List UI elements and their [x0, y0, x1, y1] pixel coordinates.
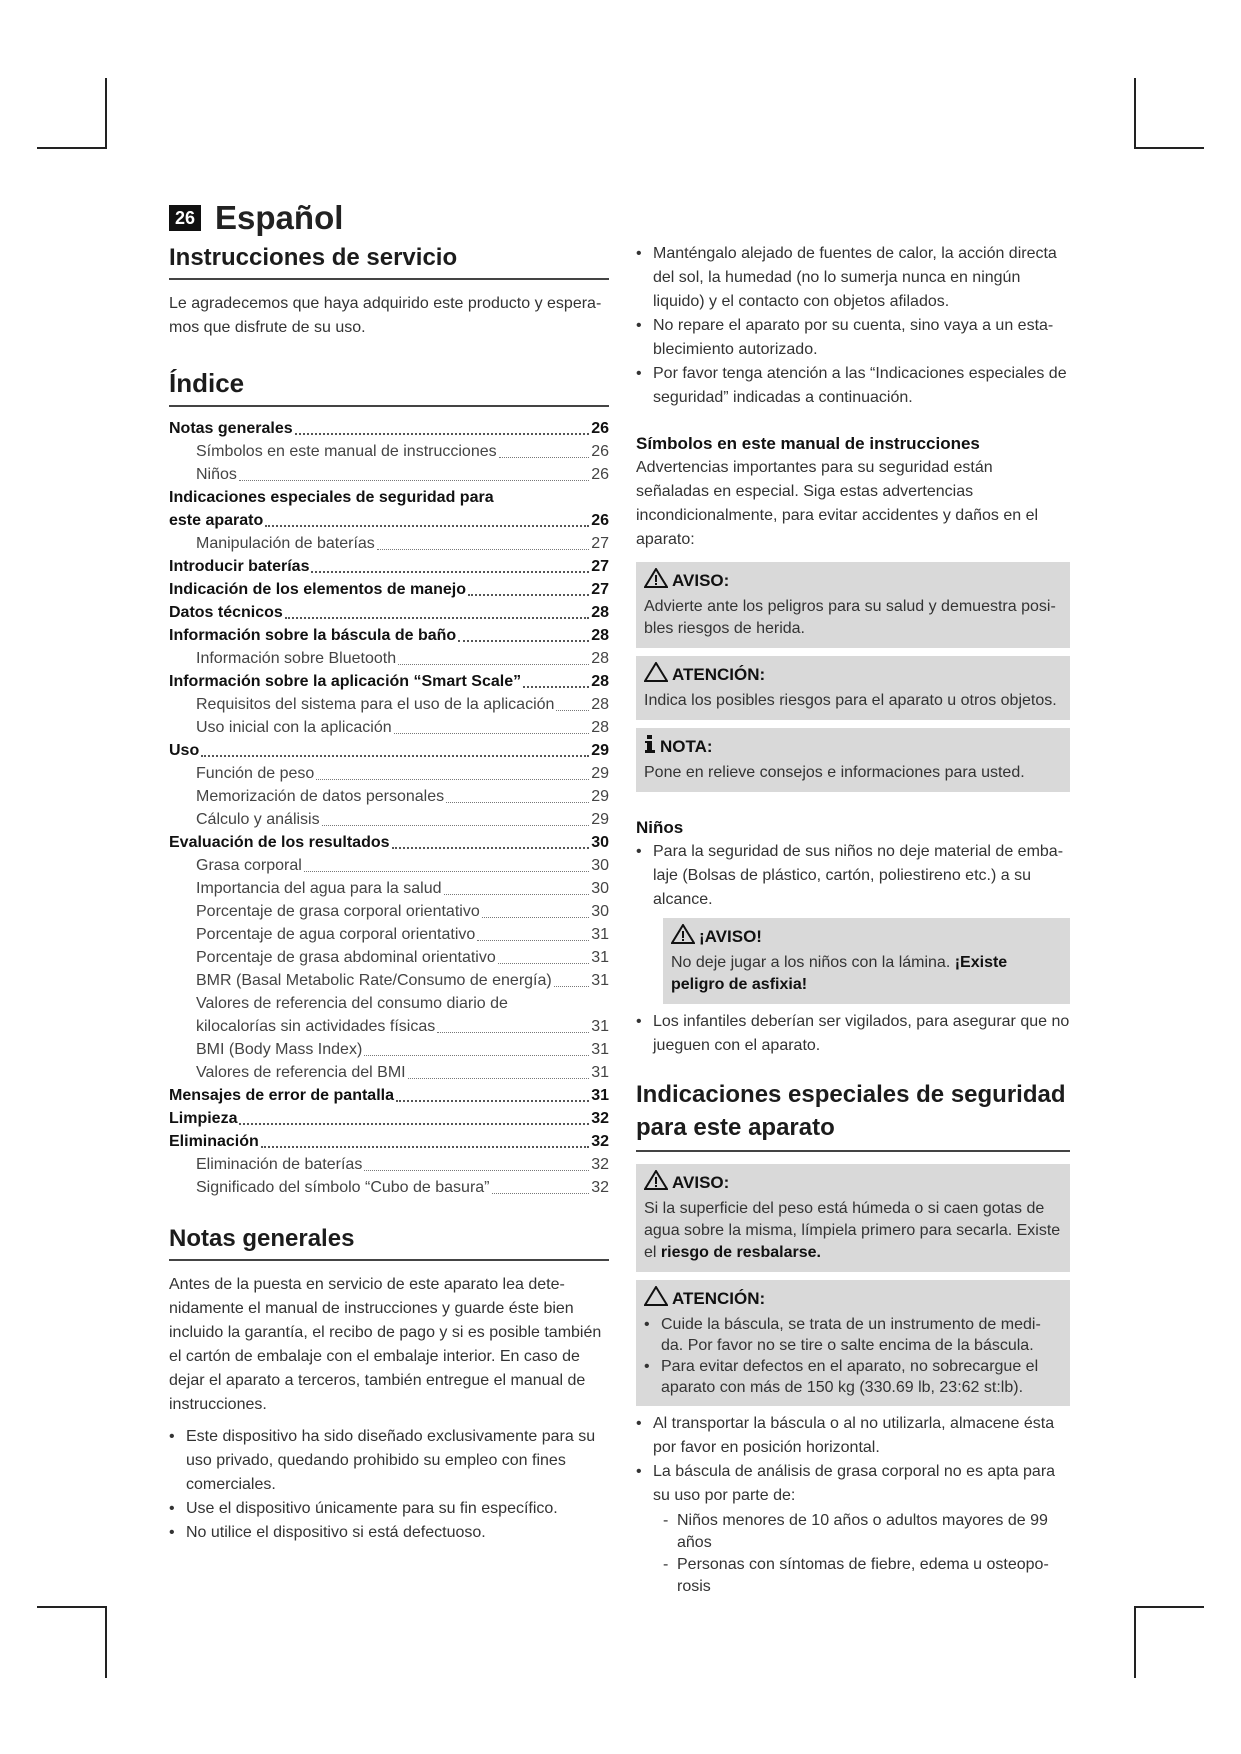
toc-page-number: 28: [591, 650, 609, 667]
toc-leader: [311, 571, 589, 573]
atencion-title: ATENCIÓN:: [672, 665, 766, 684]
toc-leader: [499, 457, 590, 458]
warning-icon: [671, 924, 695, 950]
toc-entry[interactable]: Información sobre Bluetooth 28: [169, 647, 609, 670]
toc-entry[interactable]: Indicación de los elementos de manejo 27: [169, 578, 609, 601]
toc-page-number: 32: [591, 1110, 609, 1127]
toc-entry[interactable]: Indicaciones especiales de seguridad para: [169, 489, 494, 506]
toc-leader: [377, 549, 589, 550]
toc-page-number: 28: [591, 627, 609, 644]
crop-mark: [1134, 147, 1204, 149]
ninos-bullets-2: [636, 1010, 1070, 1058]
crop-mark: [37, 147, 107, 149]
left-column: [169, 244, 609, 1545]
toc-page-number: 31: [591, 949, 609, 966]
toc-page-number: 29: [591, 788, 609, 805]
symbols-heading: Símbolos en este manual de instrucciones: [636, 434, 980, 453]
list-item: • Manténgalo alejado de fuentes de calor, la acción directa del sol, la humedad (no lo sumerja nunca en ningún liquido) y el contacto con objetos afilados.: [636, 245, 1057, 310]
language-title: Español: [215, 199, 344, 236]
toc-leader: [492, 1193, 590, 1194]
toc-page-number: 31: [591, 1018, 609, 1035]
toc-leader: [304, 871, 589, 872]
toc-page-number: 30: [591, 880, 609, 897]
toc-entry[interactable]: Notas generales 26: [169, 417, 609, 440]
toc-leader: [482, 917, 589, 918]
safety-atencion-box: [636, 1280, 1070, 1406]
toc-leader: [265, 525, 589, 527]
ninos-bullets: [636, 840, 1070, 912]
list-item: • Para evitar defectos en el aparato, no sobrecargue el aparato con más de 150 kg (330.69 lb, 23:62 st:lb).: [644, 1358, 1039, 1396]
list-item: • La báscula de análisis de grasa corporal no es apta para su uso por parte de:: [636, 1463, 1056, 1504]
toc-page-number: 28: [591, 696, 609, 713]
toc-entry[interactable]: Significado del símbolo “Cubo de basura” 32: [169, 1176, 609, 1199]
toc-page-number: 31: [591, 926, 609, 943]
list-item: - Personas con síntomas de fiebre, edema u osteopo-rosis: [663, 1556, 1049, 1595]
list-item: • Al transportar la báscula o al no utilizarla, almacene ésta por favor en posición horizontal.: [636, 1415, 1055, 1456]
toc-entry[interactable]: Datos técnicos 28: [169, 601, 609, 624]
list-item: • Use el dispositivo únicamente para su fin específico.: [169, 1500, 558, 1517]
toc-page-number: 27: [591, 581, 609, 598]
toc-entry[interactable]: Porcentaje de grasa abdominal orientativo 31: [169, 946, 609, 969]
toc-leader: [364, 1170, 589, 1171]
toc-leader: [554, 986, 589, 987]
list-item: • No utilice el dispositivo si está defectuoso.: [169, 1524, 486, 1541]
safety-sublist: [636, 1510, 1070, 1598]
toc-entry[interactable]: Requisitos del sistema para el uso de la aplicación 28: [169, 693, 609, 716]
toc-page-number: 32: [591, 1156, 609, 1173]
toc-leader: [468, 594, 589, 596]
warning-icon: [644, 568, 668, 594]
list-item: • No repare el aparato por su cuenta, sino vaya a un esta-blecimiento autorizado.: [636, 317, 1054, 358]
toc-entry[interactable]: Valores de referencia del BMI 31: [169, 1061, 609, 1084]
safety-bullets: [636, 1412, 1070, 1508]
toc-leader: [458, 640, 589, 642]
toc-leader: [446, 802, 589, 803]
toc-page-number: 28: [591, 719, 609, 736]
safety-aviso-text: Si la superficie del peso está húmeda o si caen gotas de agua sobre la misma, límpiela primero para secarla. Existe el riesgo de resbalarse.: [644, 1200, 1061, 1261]
toc-entry[interactable]: Introducir baterías 27: [169, 555, 609, 578]
aviso-title: AVISO:: [672, 571, 730, 590]
toc-entry[interactable]: Uso 29: [169, 739, 609, 762]
toc-page-number: 32: [591, 1179, 609, 1196]
toc-page-number: 31: [591, 972, 609, 989]
toc-entry[interactable]: BMR (Basal Metabolic Rate/Consumo de energía) 31: [169, 969, 609, 992]
toc-leader: [437, 1032, 589, 1033]
caution-icon: [644, 1286, 668, 1312]
table-of-contents: [169, 417, 609, 1199]
toc-leader: [396, 1100, 589, 1102]
crop-mark: [105, 1606, 107, 1678]
toc-leader: [201, 755, 589, 757]
ninos-aviso-box: [663, 918, 1070, 1004]
atencion-box: [636, 656, 1070, 720]
aviso-box: [636, 562, 1070, 648]
toc-leader: [295, 433, 590, 435]
crop-mark: [37, 1606, 107, 1608]
toc-leader: [239, 480, 589, 481]
safety-heading: Indicaciones especiales de seguridad para este aparato: [636, 1078, 1070, 1152]
nota-box: [636, 728, 1070, 792]
crop-mark: [1134, 78, 1136, 149]
toc-entry[interactable]: BMI (Body Mass Index) 31: [169, 1038, 609, 1061]
toc-page-number: 29: [591, 811, 609, 828]
safety-atencion-bullets: [644, 1314, 1062, 1398]
toc-leader: [392, 847, 590, 849]
toc-page-number: 26: [591, 443, 609, 460]
toc-leader: [408, 1078, 590, 1079]
toc-entry[interactable]: Grasa corporal 30: [169, 854, 609, 877]
toc-leader: [523, 686, 589, 688]
toc-entry[interactable]: Eliminación de baterías 32: [169, 1153, 609, 1176]
nota-title: NOTA:: [660, 737, 713, 756]
toc-page-number: 26: [591, 420, 609, 437]
toc-page-number: 28: [591, 673, 609, 690]
toc-page-number: 31: [591, 1041, 609, 1058]
page-header: [169, 199, 343, 237]
warning-icon: [644, 1170, 668, 1196]
toc-page-number: 31: [591, 1087, 609, 1104]
toc-entry[interactable]: Niños 26: [169, 463, 609, 486]
toc-entry[interactable]: Manipulación de baterías 27: [169, 532, 609, 555]
nota-text: Pone en relieve consejos e informaciones para usted.: [644, 764, 1025, 781]
toc-page-number: 28: [591, 604, 609, 621]
toc-page-number: 26: [591, 466, 609, 483]
list-item: • Los infantiles deberían ser vigilados, para asegurar que no jueguen con el aparato.: [636, 1013, 1070, 1054]
right-column: [636, 242, 1070, 1598]
crop-mark: [1134, 1606, 1136, 1678]
notes-heading: Notas generales: [169, 1225, 609, 1261]
toc-leader: [394, 733, 590, 734]
notes-text: Antes de la puesta en servicio de este aparato lea dete-nidamente el manual de instrucciones y guarde éste bien incluido la garantía, el recibo de pago y si es posible también el cartón de embalaje con el embalaje interior. En caso de dejar el aparato a terceros, también entregue el manual de instrucciones.: [169, 1276, 602, 1413]
toc-page-number: 31: [591, 1064, 609, 1081]
toc-leader: [285, 617, 589, 619]
intro-text: Le agradecemos que haya adquirido este producto y espera-mos que disfrute de su uso.: [169, 295, 602, 336]
toc-leader: [364, 1055, 589, 1056]
toc-entry[interactable]: Importancia del agua para la salud 30: [169, 877, 609, 900]
list-item: • Cuide la báscula, se trata de un instrumento de medi-da. Por favor no se tire o salte encima de la báscula.: [644, 1316, 1041, 1354]
toc-entry[interactable]: Función de peso 29: [169, 762, 609, 785]
list-item: • Para la seguridad de sus niños no deje material de emba-laje (Bolsas de plástico, cartón, poliestireno etc.) a su alcance.: [636, 843, 1064, 908]
toc-entry[interactable]: Memorización de datos personales 29: [169, 785, 609, 808]
toc-page-number: 30: [591, 903, 609, 920]
toc-entry[interactable]: Limpieza 32: [169, 1107, 609, 1130]
safety-aviso-title: AVISO:: [672, 1173, 730, 1192]
toc-leader: [444, 894, 590, 895]
toc-entry[interactable]: Porcentaje de agua corporal orientativo 31: [169, 923, 609, 946]
toc-entry[interactable]: Cálculo y análisis 29: [169, 808, 609, 831]
ninos-heading: Niños: [636, 818, 684, 837]
toc-entry[interactable]: Uso inicial con la aplicación 28: [169, 716, 609, 739]
toc-leader: [261, 1146, 589, 1148]
atencion-text: Indica los posibles riesgos para el aparato u otros objetos.: [644, 692, 1057, 709]
list-item: - Niños menores de 10 años o adultos mayores de 99 años: [663, 1512, 1048, 1551]
toc-heading: Índice: [169, 368, 609, 407]
page-number: 26: [169, 205, 201, 231]
toc-page-number: 27: [591, 558, 609, 575]
toc-entry[interactable]: Porcentaje de grasa corporal orientativo 30: [169, 900, 609, 923]
safety-aviso-box: [636, 1164, 1070, 1272]
toc-leader: [239, 1123, 589, 1125]
toc-leader: [322, 825, 590, 826]
crop-mark: [1134, 1606, 1204, 1608]
toc-entry[interactable]: kilocalorías sin actividades físicas 31: [169, 1015, 609, 1038]
toc-leader: [556, 710, 589, 711]
toc-leader: [477, 940, 589, 941]
list-item: • Este dispositivo ha sido diseñado exclusivamente para su uso privado, quedando prohibido su empleo con fines comerciales.: [169, 1428, 596, 1493]
toc-leader: [498, 963, 589, 964]
toc-page-number: 30: [591, 857, 609, 874]
crop-mark: [105, 78, 107, 149]
toc-entry[interactable]: Eliminación 32: [169, 1130, 609, 1153]
toc-page-number: 29: [591, 765, 609, 782]
notes-bullets: [169, 1425, 609, 1545]
toc-leader: [398, 664, 589, 665]
toc-page-number: 26: [591, 512, 609, 529]
list-item: • Por favor tenga atención a las “Indicaciones especiales de seguridad” indicadas a continuación.: [636, 365, 1067, 406]
toc-entry[interactable]: este aparato 26: [169, 509, 609, 532]
safety-atencion-title: ATENCIÓN:: [672, 1289, 766, 1308]
top-bullets: [636, 242, 1070, 410]
toc-entry[interactable]: Información sobre la aplicación “Smart Scale” 28: [169, 670, 609, 693]
toc-page-number: 32: [591, 1133, 609, 1150]
toc-entry[interactable]: Símbolos en este manual de instrucciones 26: [169, 440, 609, 463]
ninos-aviso-text: No deje jugar a los niños con la lámina. ¡Existe peligro de asfixia!: [671, 954, 1008, 993]
toc-entry[interactable]: Evaluación de los resultados 30: [169, 831, 609, 854]
intro-heading: Instrucciones de servicio: [169, 244, 609, 280]
ninos-aviso-title: ¡AVISO!: [699, 927, 762, 946]
info-icon: [644, 734, 656, 760]
toc-entry[interactable]: Valores de referencia del consumo diario de: [196, 995, 508, 1012]
toc-entry[interactable]: Mensajes de error de pantalla 31: [169, 1084, 609, 1107]
toc-page-number: 30: [591, 834, 609, 851]
aviso-text: Advierte ante los peligros para su salud y demuestra posi-bles riesgos de herida.: [644, 598, 1056, 637]
toc-entry[interactable]: Información sobre la báscula de baño 28: [169, 624, 609, 647]
symbols-text: Advertencias importantes para su seguridad están señaladas en especial. Siga estas advertencias incondicionalmente, para evitar accidentes y daños en el aparato:: [636, 459, 1039, 548]
caution-icon: [644, 662, 668, 688]
toc-leader: [316, 779, 589, 780]
toc-page-number: 27: [591, 535, 609, 552]
toc-page-number: 29: [591, 742, 609, 759]
